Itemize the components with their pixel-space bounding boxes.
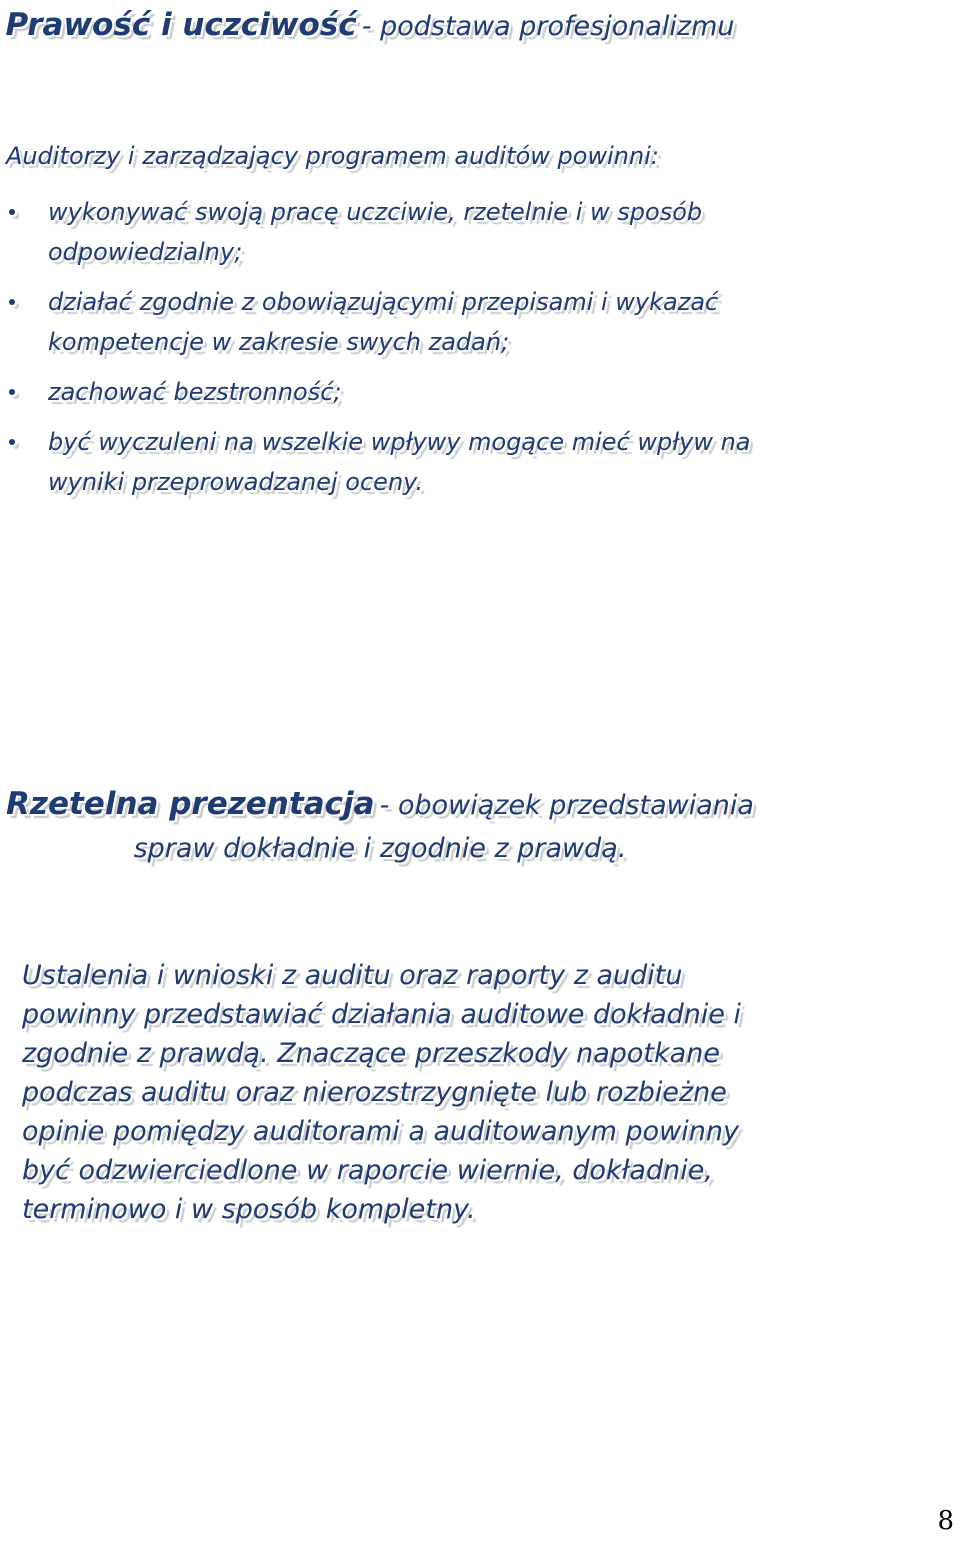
title-strong: Prawość i uczciwość <box>5 7 357 43</box>
bullet-text: zachować bezstronność; <box>48 378 342 406</box>
list-item <box>0 192 760 272</box>
bullet-text: być wyczuleni na wszelkie wpływy mogące mieć wpływ na wyniki przeprowadzanej oceny. <box>48 428 751 496</box>
slide-title-integrity <box>0 4 740 51</box>
page-number: 8 <box>937 1506 954 1536</box>
list-item <box>0 372 760 412</box>
bullet-text: wykonywać swoją pracę uczciwie, rzetelnie i w sposób odpowiedzialny; <box>48 198 703 266</box>
bullet-icon <box>9 439 15 445</box>
bullet-list <box>0 192 760 516</box>
bullet-icon <box>9 209 15 215</box>
slide-title-fair-presentation <box>0 784 760 872</box>
bullet-text: działać zgodnie z obowiązującymi przepisami i wykazać kompetencje w zakresie swych zadań; <box>48 288 719 356</box>
bullet-icon <box>9 299 15 305</box>
list-item <box>0 422 760 502</box>
title-strong: Rzetelna prezentacja <box>6 786 375 822</box>
title-rest: - podstawa profesjonalizmu <box>361 11 735 42</box>
bullet-icon <box>9 389 15 395</box>
title-rest: - obowiązek przedstawiania spraw dokładnie i zgodnie z prawdą. <box>133 790 754 864</box>
fair-presentation-paragraph: Ustalenia i wnioski z auditu oraz raporty z auditu powinny przedstawiać działania auditowe dokładnie i zgodnie z prawdą. Znaczące przeszkody napotkane podczas auditu oraz nierozstrzygnięte lub rozbieżne opinie pomiędzy auditorami a auditowanym powinny być odzwierciedlone w raporcie wiernie, dokładnie, terminowo i w sposób kompletny. <box>22 960 742 1225</box>
intro-text: Auditorzy i zarządzający programem auditów powinni: <box>6 142 659 170</box>
list-item <box>0 282 760 362</box>
